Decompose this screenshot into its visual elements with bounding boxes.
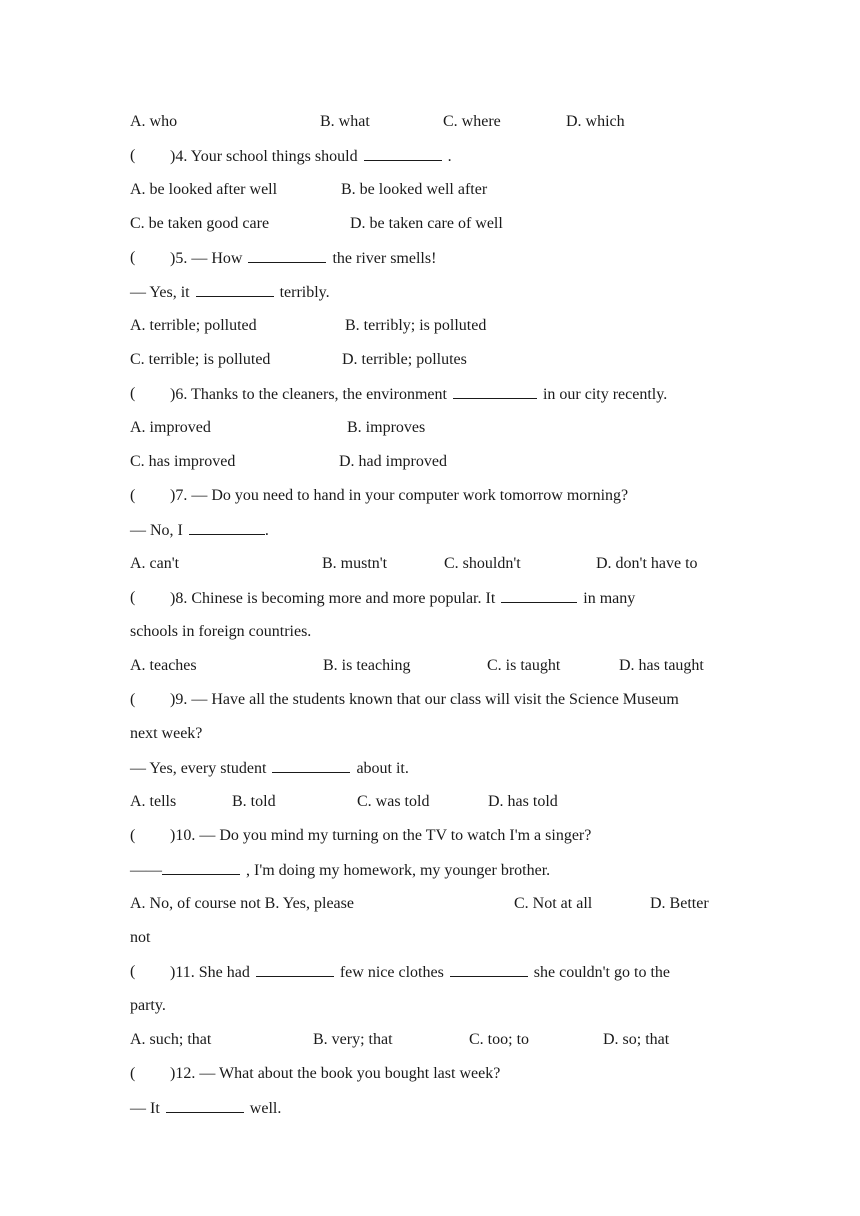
answer-blank[interactable] [196,280,274,297]
answer-paren: ( [130,963,136,980]
answer-blank[interactable] [453,382,537,399]
option-a: A. improved [130,419,211,436]
option-d: D. Better [650,895,709,912]
option-b: B. is teaching [323,657,411,674]
question-text: )8. Chinese is becoming more and more popular. It in many [170,586,635,611]
option-c: C. be taken good care [130,215,270,232]
answer-paren: ( [130,1065,136,1082]
option-b: B. told [232,793,276,810]
option-a: A. be looked after well [130,181,278,198]
option-d: D. had improved [339,453,447,470]
option-d: D. has told [488,793,558,810]
question-text: )12. — What about the book you bought last week? [170,1065,501,1082]
answer-blank-2[interactable] [450,960,528,977]
option-a: A. such; that [130,1031,212,1048]
option-a: A. can't [130,555,180,572]
option-d: D. terrible; pollutes [342,351,467,368]
option-a: A. who [130,113,178,130]
question-text: )4. Your school things should . [170,144,452,169]
question-text-cont: party. [130,997,166,1014]
answer-blank[interactable] [272,756,350,773]
option-c: C. Not at all [514,895,593,912]
option-c: C. shouldn't [444,555,521,572]
option-d: D. has taught [619,657,704,674]
option-b: B. be looked well after [341,181,488,198]
option-d: D. don't have to [596,555,698,572]
option-c: C. terrible; is polluted [130,351,271,368]
reply-text: — Yes, every student about it. [130,756,409,781]
option-b: B. what [320,113,370,130]
answer-blank[interactable] [166,1096,244,1113]
option-d: D. be taken care of well [350,215,503,232]
answer-paren: ( [130,147,136,164]
option-b: B. mustn't [322,555,388,572]
option-c: C. is taught [487,657,561,674]
answer-paren: ( [130,487,136,504]
answer-paren: ( [130,249,136,266]
question-text: )10. — Do you mind my turning on the TV to watch I'm a singer? [170,827,592,844]
option-a: A. teaches [130,657,197,674]
answer-blank-1[interactable] [256,960,334,977]
answer-paren: ( [130,691,136,708]
option-c: C. where [443,113,501,130]
option-b: B. very; that [313,1031,393,1048]
option-c: C. too; to [469,1031,530,1048]
reply-text: — Yes, it terribly. [130,280,330,305]
answer-blank[interactable] [248,246,326,263]
answer-paren: ( [130,589,136,606]
answer-paren: ( [130,827,136,844]
answer-blank[interactable] [189,518,265,535]
question-text: )5. — How the river smells! [170,246,436,271]
option-c: C. was told [357,793,430,810]
reply-text: — It well. [130,1096,281,1121]
option-a: A. tells [130,793,177,810]
question-text-cont: schools in foreign countries. [130,623,312,640]
question-text: )6. Thanks to the cleaners, the environment in our city recently. [170,382,667,407]
answer-blank[interactable] [364,144,442,161]
option-d-cont: not [130,929,151,946]
option-d: D. so; that [603,1031,670,1048]
option-c: C. has improved [130,453,236,470]
question-text-cont: next week? [130,725,203,742]
option-b: B. improves [347,419,426,436]
option-b: B. terribly; is polluted [345,317,487,334]
reply-text: —— , I'm doing my homework, my younger brother. [130,858,550,883]
option-d: D. which [566,113,625,130]
question-text: )11. She had few nice clothes she couldn't go to the [170,960,670,985]
option-a: A. terrible; polluted [130,317,257,334]
answer-blank[interactable] [501,586,577,603]
answer-blank[interactable] [162,858,240,875]
option-a-b: A. No, of course not B. Yes, please [130,895,354,912]
reply-text: — No, I . [130,518,269,543]
question-text: )9. — Have all the students known that our class will visit the Science Museum [170,691,679,708]
answer-paren: ( [130,385,136,402]
question-text: )7. — Do you need to hand in your computer work tomorrow morning? [170,487,629,504]
